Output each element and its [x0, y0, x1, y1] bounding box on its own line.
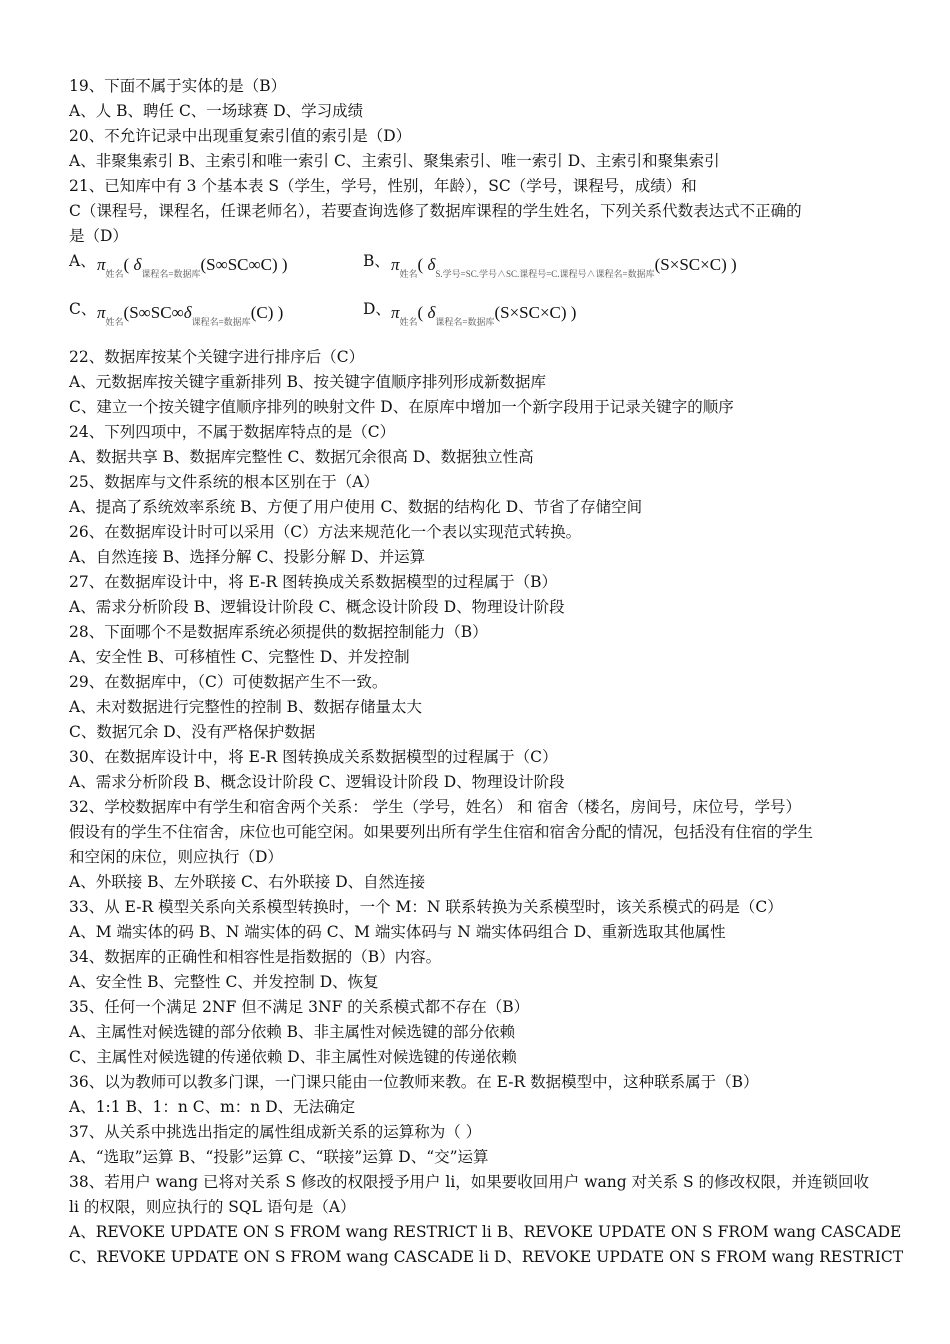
- formula-row-cd: [69, 297, 889, 345]
- text-line: 19、下面不属于实体的是（B）: [69, 77, 287, 95]
- formula-body: (S∞SC∞: [123, 303, 184, 322]
- text-line: 34、数据库的正确性和相容性是指数据的（B）内容。: [69, 948, 442, 966]
- formula-subscript: 课程名=数据库: [435, 317, 495, 327]
- formula-subscript: S.学号=SC.学号∧SC.课程号=C.课程号∧课程名=数据库: [435, 269, 655, 279]
- text-line: 和空闲的床位，则应执行（D）: [69, 848, 283, 866]
- text-line: A、M 端实体的码 B、N 端实体的码 C、M 端实体码与 N 端实体码组合 D、重新选取其他属性: [69, 923, 726, 941]
- formula-subscript: 课程名=数据库: [141, 269, 201, 279]
- formula-subscript: 姓名: [105, 317, 124, 327]
- option-label: A、: [69, 252, 96, 270]
- text-line: 21、已知库中有 3 个基本表 S（学生，学号，性别，年龄），SC（学号，课程号，成绩）和: [69, 177, 697, 195]
- formula-subscript: 课程名=数据库: [191, 317, 251, 327]
- text-line: 25、数据库与文件系统的根本区别在于（A）: [69, 473, 379, 491]
- formula-subscript: 姓名: [399, 269, 418, 279]
- text-line: 30、在数据库设计中，将 E-R 图转换成关系数据模型的过程属于（C）: [69, 748, 558, 766]
- option-label: D、: [363, 300, 391, 318]
- text-line: A、主属性对候选键的部分依赖 B、非主属性对候选键的部分依赖: [69, 1023, 516, 1041]
- text-line: 22、数据库按某个关键字进行排序后（C）: [69, 348, 365, 366]
- option-label: B、: [363, 252, 390, 270]
- text-line: C、REVOKE UPDATE ON S FROM wang CASCADE li D、REVOKE UPDATE ON S FROM wang RESTRICT: [69, 1248, 904, 1266]
- text-line: A、需求分析阶段 B、概念设计阶段 C、逻辑设计阶段 D、物理设计阶段: [69, 773, 565, 791]
- formula-body: (C) ): [250, 303, 284, 322]
- formula-body: (S×SC×C) ): [494, 303, 577, 322]
- text-line: A、“选取”运算 B、“投影”运算 C、“联接”运算 D、“交”运算: [69, 1148, 489, 1166]
- question-block-main: [69, 345, 904, 1270]
- formula-option-d: $\pi_{姓名}$( $\delta_{课程名=数据库}(S\times SC\times C)$ ): [391, 303, 577, 327]
- text-line: A、外联接 B、左外联接 C、右外联接 D、自然连接: [69, 873, 426, 891]
- text-line: A、安全性 B、完整性 C、并发控制 D、恢复: [69, 973, 379, 991]
- text-line: A、未对数据进行完整性的控制 B、数据存储量太大: [69, 698, 423, 716]
- text-line: 29、在数据库中，（C）可使数据产生不一致。: [69, 673, 388, 691]
- text-line: 35、任何一个满足 2NF 但不满足 3NF 的关系模式都不存在（B）: [69, 998, 530, 1016]
- formula-body: (S∞SC∞C) ): [200, 255, 288, 274]
- text-line: 38、若用户 wang 已将对关系 S 修改的权限授予用户 li，如果要收回用户 wang 对关系 S 的修改权限，并连锁回收: [69, 1173, 870, 1191]
- formula-option-b: $\pi_{姓名}$( $\delta_{S.学号=SC.学号\wedge SC.课程号=C.课程号\wedge 课程名=数据库}(S\times SC\times C)$ ): [391, 255, 737, 279]
- text-line: A、提高了系统效率系统 B、方便了用户使用 C、数据的结构化 D、节省了存储空间: [69, 498, 643, 516]
- text-line: C（课程号，课程名，任课老师名），若要查询选修了数据库课程的学生姓名，下列关系代数表达式不正确的: [69, 202, 802, 220]
- text-line: C、主属性对候选键的传递依赖 D、非主属性对候选键的传递依赖: [69, 1048, 517, 1066]
- text-line: A、数据共享 B、数据库完整性 C、数据冗余很高 D、数据独立性高: [69, 448, 534, 466]
- text-line: A、REVOKE UPDATE ON S FROM wang RESTRICT li B、REVOKE UPDATE ON S FROM wang CASCADE: [69, 1223, 902, 1241]
- text-line: A、自然连接 B、选择分解 C、投影分解 D、并运算: [69, 548, 426, 566]
- text-line: C、建立一个按关键字值顺序排列的映射文件 D、在原库中增加一个新字段用于记录关键字的顺序: [69, 398, 734, 416]
- text-line: 是（D）: [69, 227, 128, 245]
- formula-subscript: 姓名: [105, 269, 124, 279]
- formula-option-c: $\pi_{姓名}(S\infty SC\infty\delta_{课程名=数据库}(C)$ ): [97, 303, 284, 327]
- text-line: 32、学校数据库中有学生和宿舍两个关系： 学生（学号，姓名） 和 宿舍（楼名，房间号，床位号，学号）: [69, 798, 802, 816]
- text-line: A、1:1 B、1：n C、m：n D、无法确定: [69, 1098, 356, 1116]
- question-block-intro: [69, 74, 889, 249]
- text-line: 24、下列四项中，不属于数据库特点的是（C）: [69, 423, 396, 441]
- document-page: [69, 74, 904, 1270]
- text-line: 27、在数据库设计中，将 E-R 图转换成关系数据模型的过程属于（B）: [69, 573, 557, 591]
- text-line: li 的权限，则应执行的 SQL 语句是（A）: [69, 1198, 356, 1216]
- text-line: 20、不允许记录中出现重复索引值的索引是（D）: [69, 127, 412, 145]
- text-line: 33、从 E-R 模型关系向关系模型转换时，一个 M：N 联系转换为关系模型时，该关系模式的码是（C）: [69, 898, 783, 916]
- text-line: 26、在数据库设计时可以采用（C）方法来规范化一个表以实现范式转换。: [69, 523, 582, 541]
- text-line: 28、下面哪个不是数据库系统必须提供的数据控制能力（B）: [69, 623, 488, 641]
- text-line: 36、以为教师可以教多门课，一门课只能由一位教师来教。在 E-R 数据模型中，这种联系属于（B）: [69, 1073, 759, 1091]
- text-line: A、需求分析阶段 B、逻辑设计阶段 C、概念设计阶段 D、物理设计阶段: [69, 598, 565, 616]
- text-line: 37、从关系中挑选出指定的属性组成新关系的运算称为（ ）: [69, 1123, 482, 1141]
- text-line: A、元数据库按关键字重新排列 B、按关键字值顺序排列形成新数据库: [69, 373, 547, 391]
- text-line: A、非聚集索引 B、主索引和唯一索引 C、主索引、聚集索引、唯一索引 D、主索引和聚集索引: [69, 152, 720, 170]
- text-line: A、人 B、聘任 C、一场球赛 D、学习成绩: [69, 102, 364, 120]
- formula-body: (S×SC×C) ): [654, 255, 737, 274]
- formula-option-a: $\pi_{姓名}$( $\delta_{课程名=数据库}(S\infty SC\infty C)$ ): [97, 255, 288, 279]
- text-line: 假设有的学生不住宿舍，床位也可能空闲。如果要列出所有学生住宿和宿舍分配的情况，包括没有住宿的学生: [69, 823, 814, 841]
- formula-row-ab: [69, 249, 889, 297]
- text-line: C、数据冗余 D、没有严格保护数据: [69, 723, 316, 741]
- text-line: A、安全性 B、可移植性 C、完整性 D、并发控制: [69, 648, 410, 666]
- formula-subscript: 姓名: [399, 317, 418, 327]
- option-label: C、: [69, 300, 97, 318]
